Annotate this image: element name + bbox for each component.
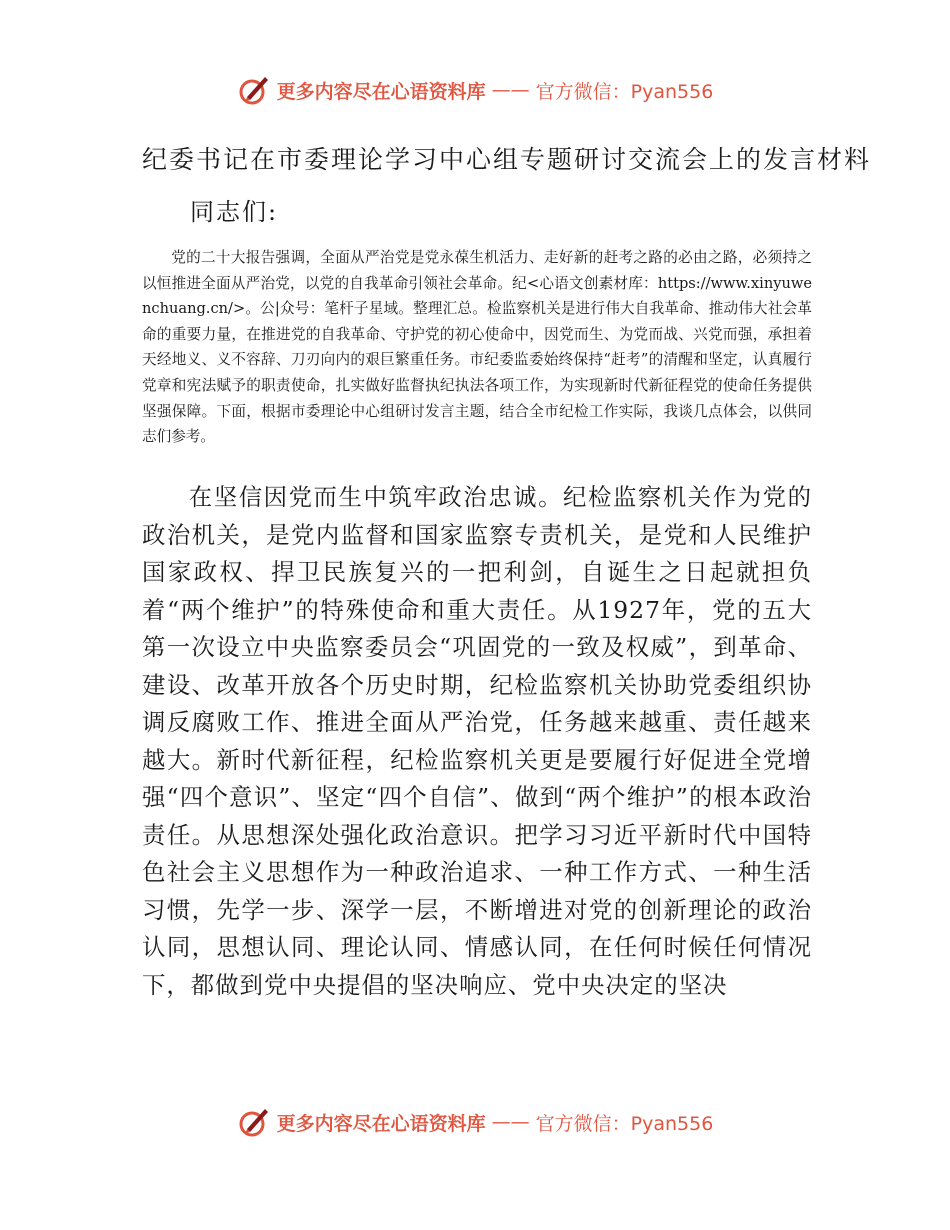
banner-wechat-label: 官方微信：Pyan556 bbox=[535, 1112, 714, 1135]
banner-promo-text: 更多内容尽在心语资料库 bbox=[276, 1112, 486, 1135]
intro-paragraph: 党的二十大报告强调，全面从严治党是党永葆生机活力、走好新的赶考之路的必由之路，必须持之以恒推进全面从严治党，以党的自我革命引领社会革命。纪<心语文创素材库：https://www.xinyuwenchuang.cn/>。公|众号：笔杆子星域。整理汇总。检监察机关是进行伟大自我革命、推动伟大社会革命的重要力量，在推进党的自我革命、守护党的初心使命中，因党而生、为党而战、兴党而强，承担着天经地义、义不容辞、刀刃向内的艰巨繁重任务。市纪委监委始终保持“赶考”的清醒和坚定，认真履行党章和宪法赋予的职责使命，扎实做好监督执纪执法各项工作，为实现新时代新征程党的使命任务提供坚强保障。下面，根据市委理论中心组研讨发言主题，结合全市纪检工作实际，我谈几点体会，以供同志们参考。 bbox=[142, 249, 812, 446]
header-banner bbox=[0, 70, 950, 110]
body-paragraph: 在坚信因党而生中筑牢政治忠诚。纪检监察机关作为党的政治机关，是党内监督和国家监察专责机关，是党和人民维护国家政权、捍卫民族复兴的一把利剑，自诞生之日起就担负着“两个维护”的特殊使命和重大责任。从1927年，党的五大第一次设立中央监察委员会“巩固党的一致及权威”，到革命、建设、改革开放各个历史时期，纪检监察机关协助党委组织协调反腐败工作、推进全面从严治党，任务越来越重、责任越来越大。新时代新征程，纪检监察机关更是要履行好促进全党增强“四个意识”、坚定“四个自信”、做到“两个维护”的根本政治责任。从思想深处强化政治意识。把学习习近平新时代中国特色社会主义思想作为一种政治追求、一种工作方式、一种生活习惯，先学一步、深学一层，不断增进对党的创新理论的政治认同，思想认同、理论认同、情感认同，在任何时候任何情况下，都做到党中央提倡的坚决响应、党中央决定的坚决 bbox=[142, 483, 812, 999]
banner-wechat-label: 官方微信：Pyan556 bbox=[535, 80, 714, 103]
document-title: 纪委书记在市委理论学习中心组专题研讨交流会上的发言材料 bbox=[142, 145, 872, 174]
salutation: 同志们: bbox=[190, 198, 279, 226]
footer-banner bbox=[0, 1102, 950, 1142]
banner-promo-text: 更多内容尽在心语资料库 bbox=[276, 80, 486, 103]
banner-separator: —— bbox=[491, 79, 530, 101]
banner-separator: —— bbox=[491, 1111, 530, 1133]
quill-pen-logo-icon bbox=[237, 73, 271, 107]
quill-pen-logo-icon bbox=[237, 1105, 271, 1139]
